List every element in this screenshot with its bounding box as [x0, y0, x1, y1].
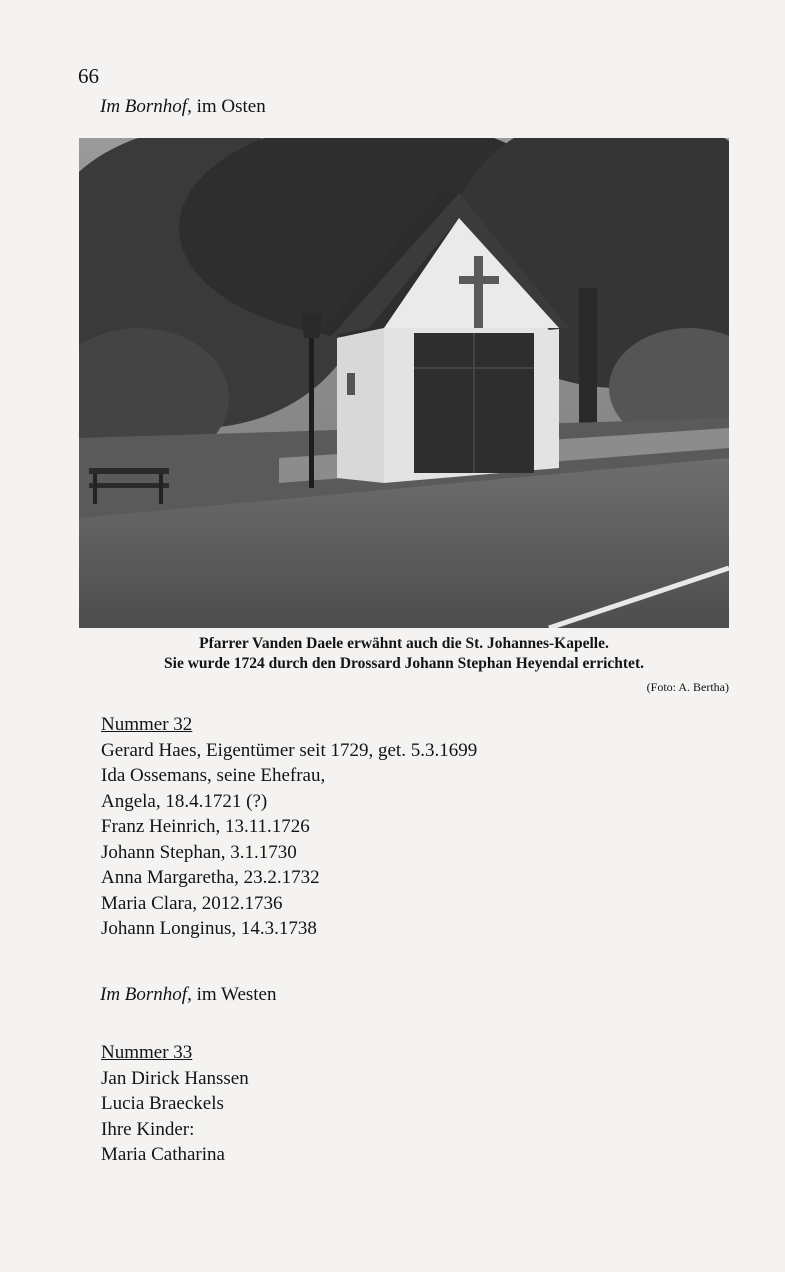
entry-line: Johann Longinus, 14.3.1738 [101, 918, 317, 939]
entry-nummer-32 [101, 712, 477, 942]
entry-line: Johann Stephan, 3.1.1730 [101, 841, 297, 863]
entry-line: Angela, 18.4.1721 (?) [101, 790, 268, 812]
location-heading-west-italic: Im Bornhof, [100, 984, 192, 1005]
page-number: 66 [78, 64, 99, 88]
entry-nummer-33 [101, 1040, 249, 1168]
entry-number: Nummer 33 [101, 1042, 193, 1063]
caption-line-1: Pfarrer Vanden Daele erwähnt auch die St. Johannes-Kapelle. [199, 635, 609, 652]
entry-line: Ida Ossemans, seine Ehefrau, [101, 765, 326, 786]
entry-line: Anna Margaretha, 23.2.1732 [101, 867, 320, 888]
location-heading-east [100, 96, 266, 118]
entry-line: Maria Catharina [101, 1144, 225, 1165]
entry-line: Franz Heinrich, 13.11.1726 [101, 816, 310, 837]
chapel-photo-image [79, 138, 729, 628]
entry-line: Jan Dirick Hanssen [101, 1067, 249, 1089]
location-heading-west [100, 984, 277, 1006]
location-heading-east-rest: im Osten [191, 96, 266, 117]
location-heading-west-rest: im Westen [191, 984, 277, 1005]
entry-line: Maria Clara, 2012.1736 [101, 892, 283, 914]
caption-line-2: Sie wurde 1724 durch den Drossard Johann Stephan Heyendal errichtet. [164, 655, 644, 672]
entry-line: Lucia Braeckels [101, 1093, 224, 1114]
entry-line: Ihre Kinder: [101, 1118, 195, 1140]
location-heading-east-italic: Im Bornhof, [100, 96, 192, 117]
photo-credit: (Foto: A. Bertha) [646, 680, 729, 694]
entry-number: Nummer 32 [101, 714, 193, 735]
photo-caption [79, 634, 729, 674]
entry-line: Gerard Haes, Eigentümer seit 1729, get. 5.3.1699 [101, 739, 478, 761]
chapel-photo [79, 138, 729, 628]
